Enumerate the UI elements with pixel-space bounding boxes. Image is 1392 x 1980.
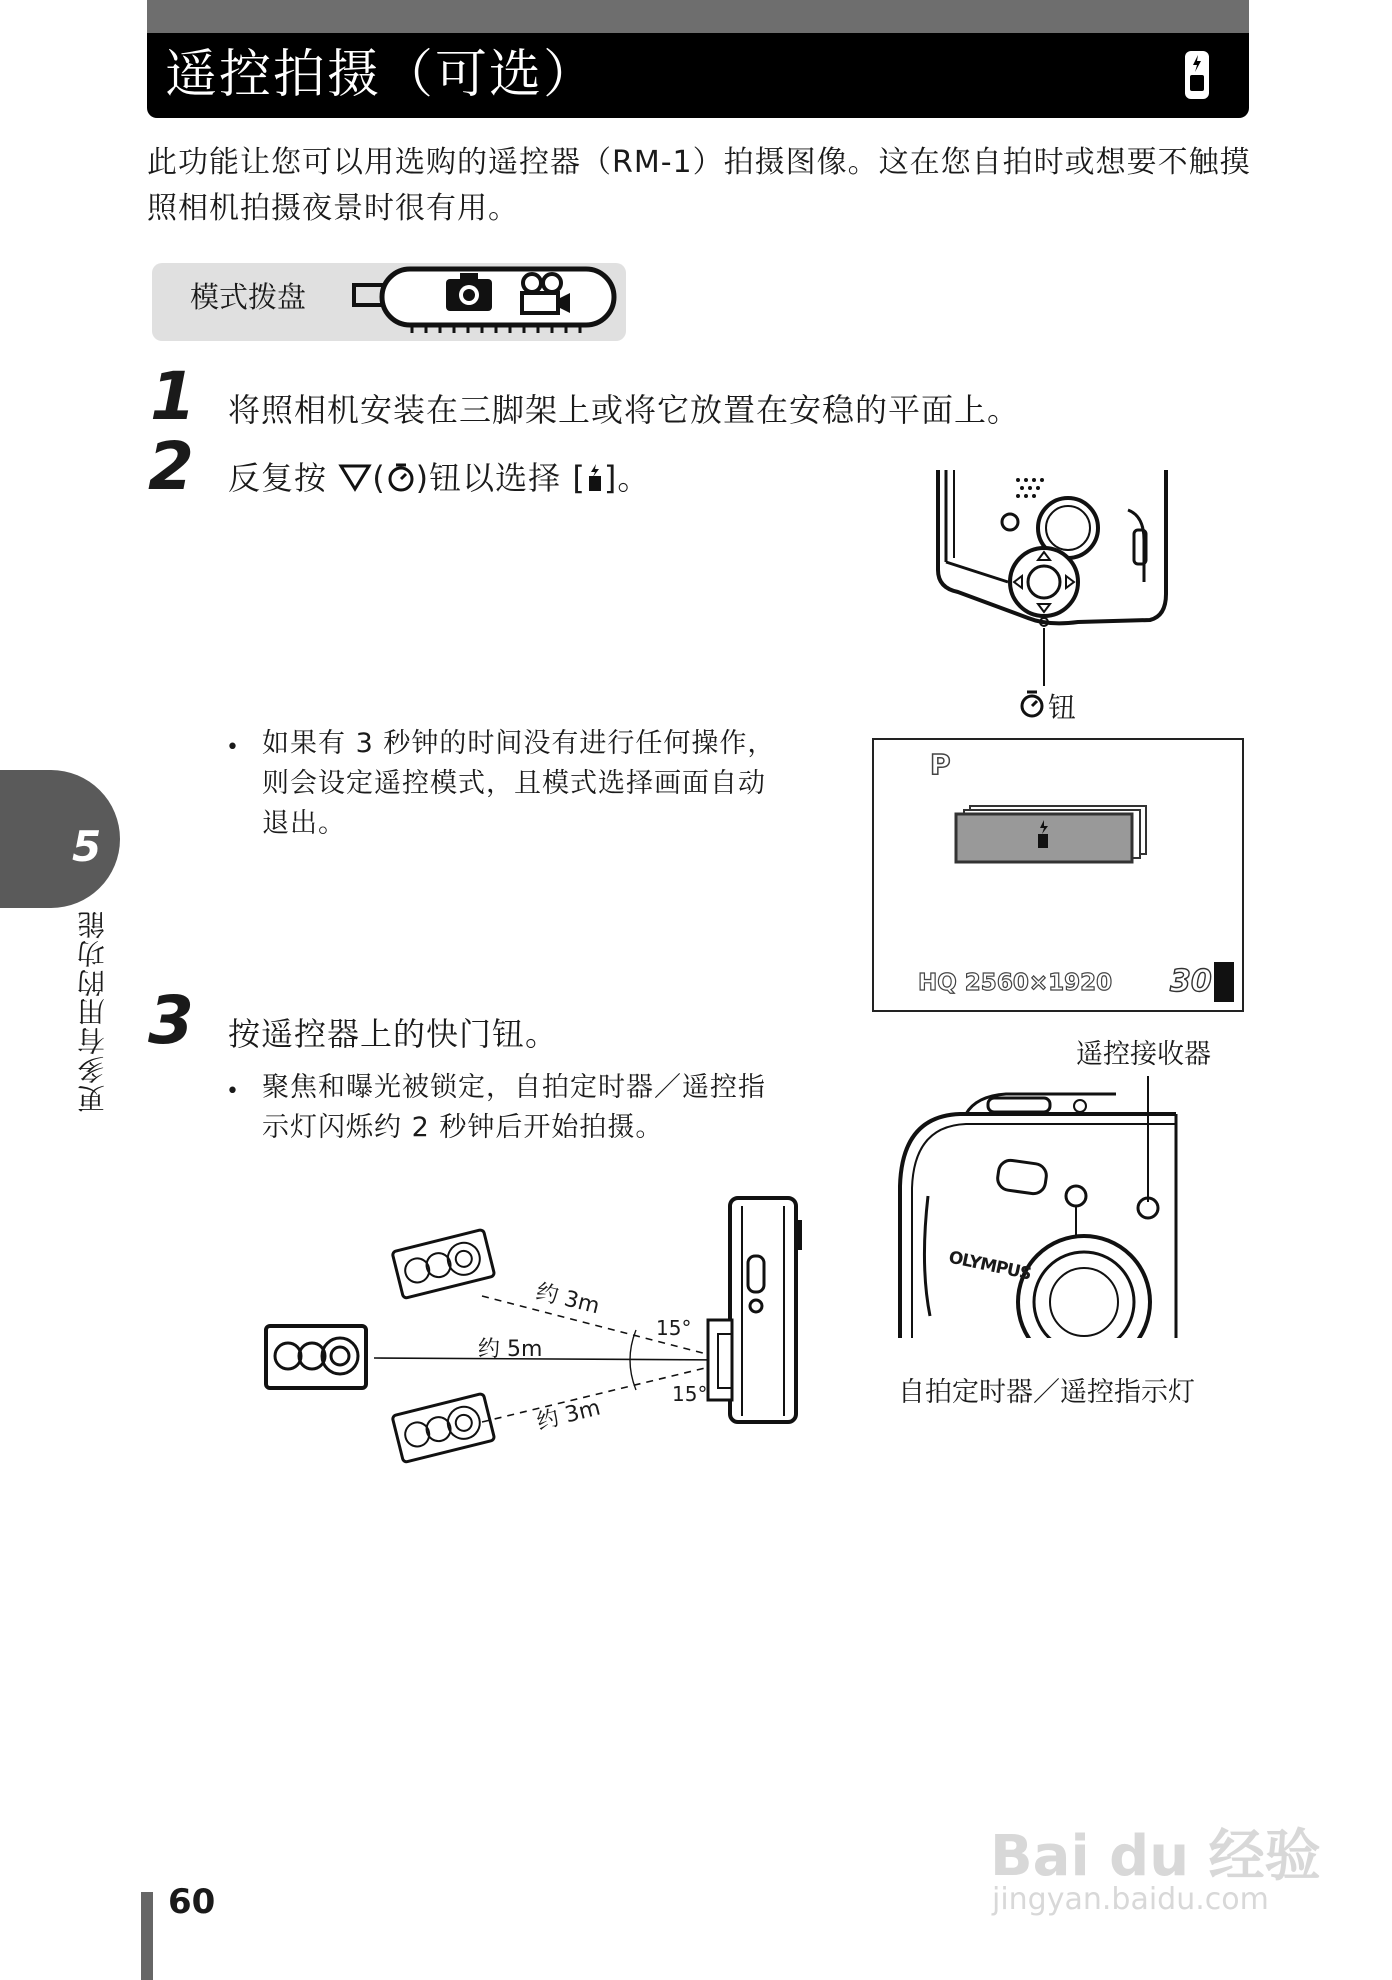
- mode-dial-box: [152, 263, 626, 341]
- step-1-number: 1: [150, 358, 196, 435]
- intro-paragraph: 此功能让您可以用选购的遥控器（RM-1）拍摄图像。这在您自拍时或想要不触摸照相机拍摄夜景时很有用。: [147, 145, 1251, 226]
- lcd-count: 30: [1170, 964, 1212, 999]
- step-3-text: 按遥控器上的快门钮。: [228, 1015, 559, 1053]
- step-2-mid: (: [372, 459, 386, 497]
- remote-upper: [392, 1229, 495, 1298]
- step-2-after-icon: )钮以选择 [: [415, 459, 586, 497]
- camera-front-illustration: [896, 1076, 1200, 1348]
- olympus-logo: OLYMPUS: [946, 1247, 1033, 1285]
- camera-side-view: [708, 1198, 802, 1422]
- step-3-number: 3: [148, 982, 194, 1059]
- lcd-battery-bar: [1214, 962, 1234, 1002]
- baidu-watermark-url: jingyan.baidu.com: [992, 1882, 1269, 1917]
- chapter-title: 更多有用的功能: [76, 910, 109, 1113]
- range-upper-label: 约 3m: [533, 1279, 603, 1320]
- baidu-watermark: Bai du 经验: [990, 1824, 1321, 1889]
- lcd-quality: HQ 2560×1920: [918, 970, 1113, 996]
- page-number: 60: [168, 1882, 216, 1922]
- title-bar: [147, 33, 1249, 118]
- step-2-text: [228, 458, 650, 498]
- lamp-label: 自拍定时器／遥控指示灯: [898, 1377, 1195, 1408]
- down-triangle-icon: [338, 462, 372, 492]
- range-middle-label: 约 5m: [478, 1337, 543, 1362]
- step-2-suffix: ]。: [603, 459, 651, 497]
- step-2-bullet: 如果有 3 秒钟的时间没有进行任何操作，则会设定遥控模式，且模式选择画面自动退出。: [262, 728, 776, 839]
- mode-dial-label: 模式拨盘: [190, 280, 307, 314]
- remote-mode-icon: [586, 463, 604, 493]
- self-timer-button-label: 钮: [1048, 691, 1077, 724]
- bullet-dot: •: [226, 1079, 240, 1104]
- mode-dial-icon: [350, 263, 640, 341]
- chapter-number: 5: [72, 822, 102, 871]
- step-1-text: 将照相机安装在三脚架上或将它放置在安稳的平面上。: [228, 391, 1021, 429]
- step-2-number: 2: [148, 428, 194, 505]
- angle-down-label: 15°: [672, 1382, 708, 1406]
- lcd-remote-mode-menu: [954, 802, 1154, 866]
- angle-up-label: 15°: [656, 1316, 692, 1340]
- header-top-band: [147, 0, 1249, 33]
- receiver-label: 遥控接收器: [1076, 1039, 1211, 1070]
- camera-back-illustration: [928, 470, 1180, 720]
- lcd-screen: [872, 738, 1244, 1012]
- self-timer-icon: [386, 463, 416, 493]
- range-lower-label: 约 3m: [534, 1395, 603, 1436]
- remote-middle: [266, 1326, 366, 1388]
- lcd-mode: P: [930, 748, 951, 781]
- remote-control-icon: [1183, 49, 1211, 105]
- remote-lower: [392, 1393, 495, 1462]
- chapter-tab: [0, 770, 120, 908]
- bullet-dot: •: [226, 735, 240, 760]
- page-number-bar: [141, 1892, 153, 1980]
- step-2-prefix: 反复按: [228, 459, 328, 497]
- self-timer-icon: [1022, 692, 1042, 716]
- step-3-bullet: 聚焦和曝光被锁定，自拍定时器／遥控指示灯闪烁约 2 秒钟后开始拍摄。: [262, 1072, 766, 1143]
- page-title: 遥控拍摄（可选）: [165, 45, 598, 105]
